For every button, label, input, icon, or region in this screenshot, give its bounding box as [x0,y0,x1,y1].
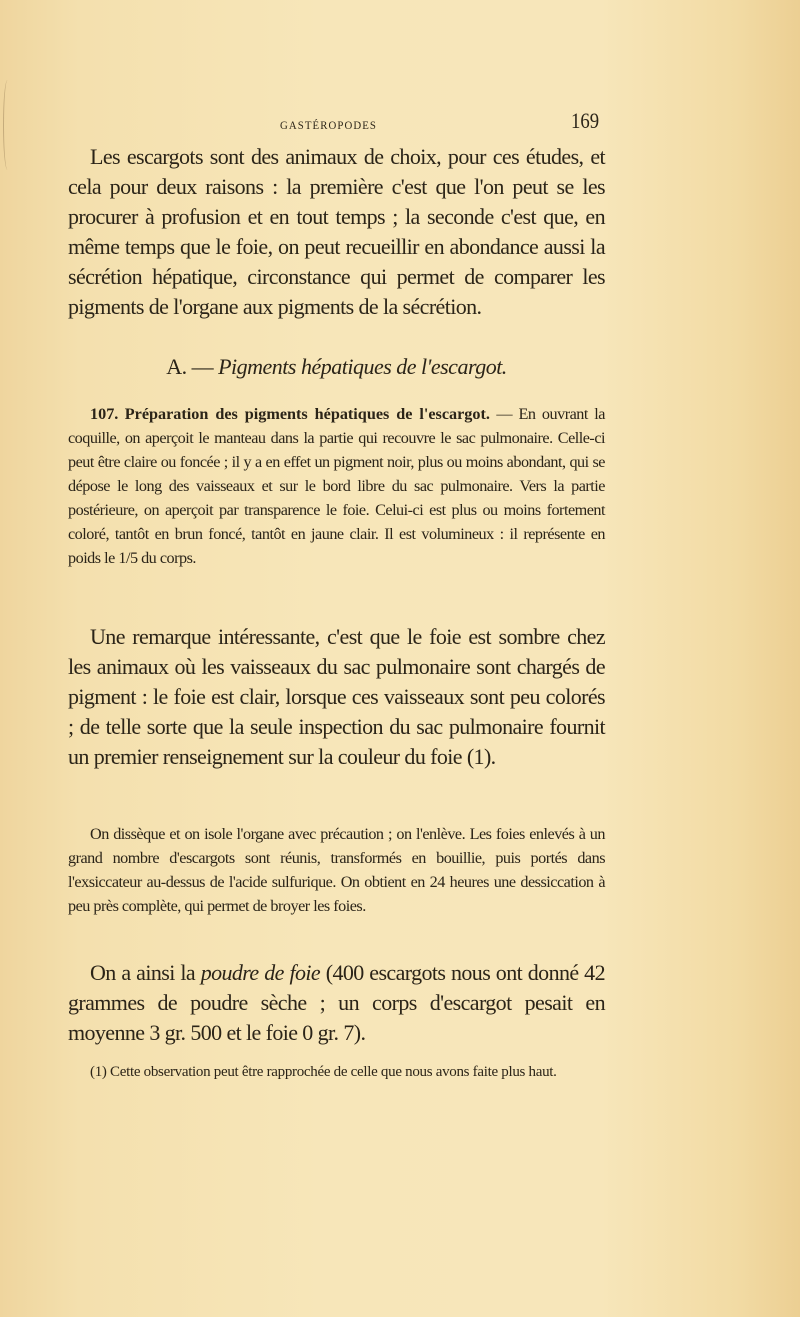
page-curl-edge [3,80,12,170]
page-number: 169 [571,108,600,133]
running-title: GASTÉROPODES [280,118,377,132]
intro-paragraph: Les escargots sont des animaux de choix, pour ces études, et cela pour deux raisons : la première c'est que l'on peut se les procurer à profusion et en tout temps ; la seconde c'est que, en même temps que le foie, on peut recueillir en abondance aussi la sécrétion hépatique, circonstance qui permet de comparer les pigments de l'organe aux pigments de la sécrétion. [68,144,605,319]
remark-paragraph-block [68,622,605,772]
article-heading: Préparation des pigments hépatiques de l'escargot. [124,405,490,423]
footnote: (1) Cette observation peut être rapprochée de celle que nous avons faite plus haut. [90,1064,557,1080]
powder-text-end: (400 escargots nous ont donné 42 grammes de poudre sèche ; un corps d'escargot pesait en moyenne 3 gr. 500 et le foie 0 gr. 7). [68,960,605,1045]
article-107-paragraph [68,402,605,570]
section-heading [68,354,605,380]
footnote-block [68,1062,605,1083]
powder-paragraph [68,958,605,1048]
page-header [68,106,605,136]
remark-paragraph: Une remarque intéressante, c'est que le foie est sombre chez les animaux où les vaisseaux du sac pulmonaire sont chargés de pigment : le foie est clair, lorsque ces vaisseaux sont peu colorés ; de telle sorte que la seule inspection du sac pulmonaire fournit un premier renseignement sur la couleur du foie (1). [68,624,605,769]
dissection-paragraph: On dissèque et on isole l'organe avec précaution ; on l'enlève. Les foies enlevés à un grand nombre d'escargots sont réunis, transformés en bouillie, puis portés dans l'exsiccateur au-dessus de l'acide sulfurique. On obtient en 24 heures une dessiccation à peu près complète, qui permet de broyer les foies. [68,825,605,915]
intro-paragraph-block [68,142,605,322]
section-label: A. — [166,354,214,379]
dissection-paragraph-block [68,822,605,918]
powder-term: poudre de foie [200,960,321,985]
article-body: — En ouvrant la coquille, on aperçoit le manteau dans la partie qui recouvre le sac pulmonaire. Celle-ci peut être claire ou foncée ; il y a en effet un pigment noir, plus ou moins abondant, qui se dépose le long des vaisseaux et sur le bord libre du sac pulmonaire. Vers la partie postérieure, on aperçoit par transparence le foie. Celui-ci est plus ou moins fortement coloré, tantôt en brun foncé, tantôt en jaune clair. Il est volumineux : il représente en poids le 1/5 du corps. [68,405,605,567]
article-107-block [68,402,605,570]
section-heading-block [68,354,605,380]
powder-text-start: On a ainsi la [90,960,201,985]
article-number: 107. [90,405,119,423]
powder-paragraph-block [68,958,605,1048]
section-title: Pigments hépatiques de l'escargot. [218,354,507,379]
